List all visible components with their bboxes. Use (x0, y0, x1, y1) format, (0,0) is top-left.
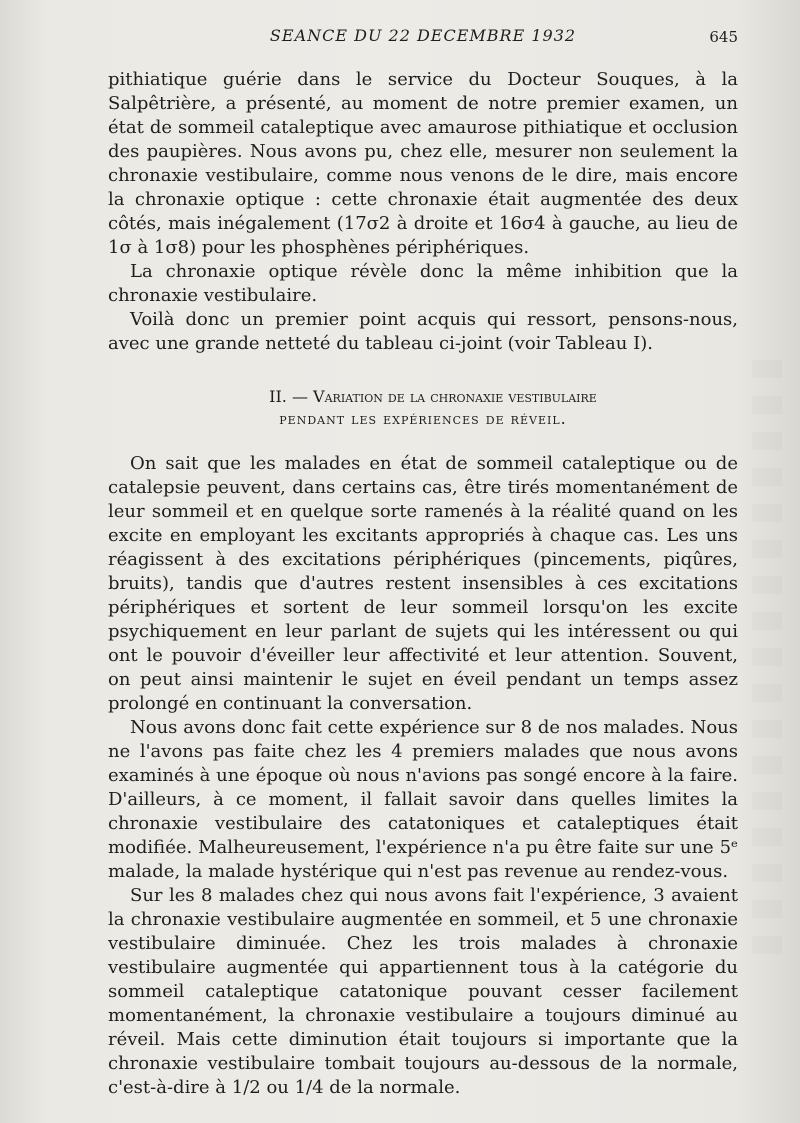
page-number: 645 (709, 28, 738, 46)
paragraph-1: pithiatique guérie dans le service du Docteur Souques, à la Salpêtrière, a présenté, au moment de notre premier examen, un état de sommeil cataleptique avec amaurose pithiatique et occlusion des paupières. Nous avons pu, chez elle, mesurer non seulement la chronaxie vestibulaire, comme nous venons de le dire, mais encore la chronaxie optique : cette chronaxie était augmentée des deux côtés, mais inégalement (17σ2 à droite et 16σ4 à gauche, au lieu de 1σ à 1σ8) pour les phosphènes périphériques. (108, 69, 738, 258)
body-text (108, 68, 738, 1100)
paragraph-2: La chronaxie optique révèle donc la même inhibition que la chronaxie vestibulaire. (108, 261, 738, 306)
bleed-through-text (752, 360, 782, 960)
paragraph-5: Nous avons donc fait cette expérience sur 8 de nos malades. Nous ne l'avons pas faite chez les 4 premiers malades que nous avons examinés à une époque où nous n'avions pas songé encore à la faire. D'ailleurs, à ce moment, il fallait savoir dans quelles limites la chronaxie vestibulaire des catatoniques et cataleptiques était modifiée. Malheureusement, l'expérience n'a pu être faite sur une 5ᵉ malade, la malade hystérique qui n'est pas revenue au rendez-vous. (108, 717, 738, 882)
section-heading-line-2: pendant les expériences de réveil. (279, 409, 567, 428)
page-header (108, 26, 738, 50)
paragraph-3: Voilà donc un premier point acquis qui ressort, pensons-nous, avec une grande netteté du tableau ci-joint (voir Tableau I). (108, 309, 738, 354)
paragraph-4: On sait que les malades en état de sommeil cataleptique ou de catalepsie peuvent, dans certains cas, être tirés momentanément de leur sommeil et en quelque sorte ramenés à la réalité quand on les excite en employant les excitants appropriés à chaque cas. Les uns réagissent à des excitations périphériques (pincements, piqûres, bruits), tandis que d'autres restent insensibles à ces excitations périphériques et sortent de leur sommeil lorsqu'on les excite psychiquement en leur parlant de sujets qui les intéressent ou qui ont le pouvoir d'éveiller leur affectivité et leur attention. Souvent, on peut ainsi maintenir le sujet en éveil pendant un temps assez prolongé en continuant la conversation. (108, 453, 738, 714)
paragraph-6: Sur les 8 malades chez qui nous avons fait l'expérience, 3 avaient la chronaxie vestibulaire augmentée en sommeil, et 5 une chronaxie vestibulaire diminuée. Chez les trois malades à chronaxie vestibulaire augmentée qui appartiennent tous à la catégorie du sommeil cataleptique catatonique pouvant cesser facilement momentanément, la chronaxie vestibulaire a toujours diminué au réveil. Mais cette diminution était toujours si importante que la chronaxie vestibulaire tombait toujours au-dessous de la normale, c'est-à-dire à 1/2 ou 1/4 de la normale. (108, 885, 738, 1098)
section-heading (108, 386, 738, 430)
section-heading-line-1: II. — Variation de la chronaxie vestibulaire (269, 387, 597, 406)
running-title: SEANCE DU 22 DECEMBRE 1932 (269, 26, 577, 45)
